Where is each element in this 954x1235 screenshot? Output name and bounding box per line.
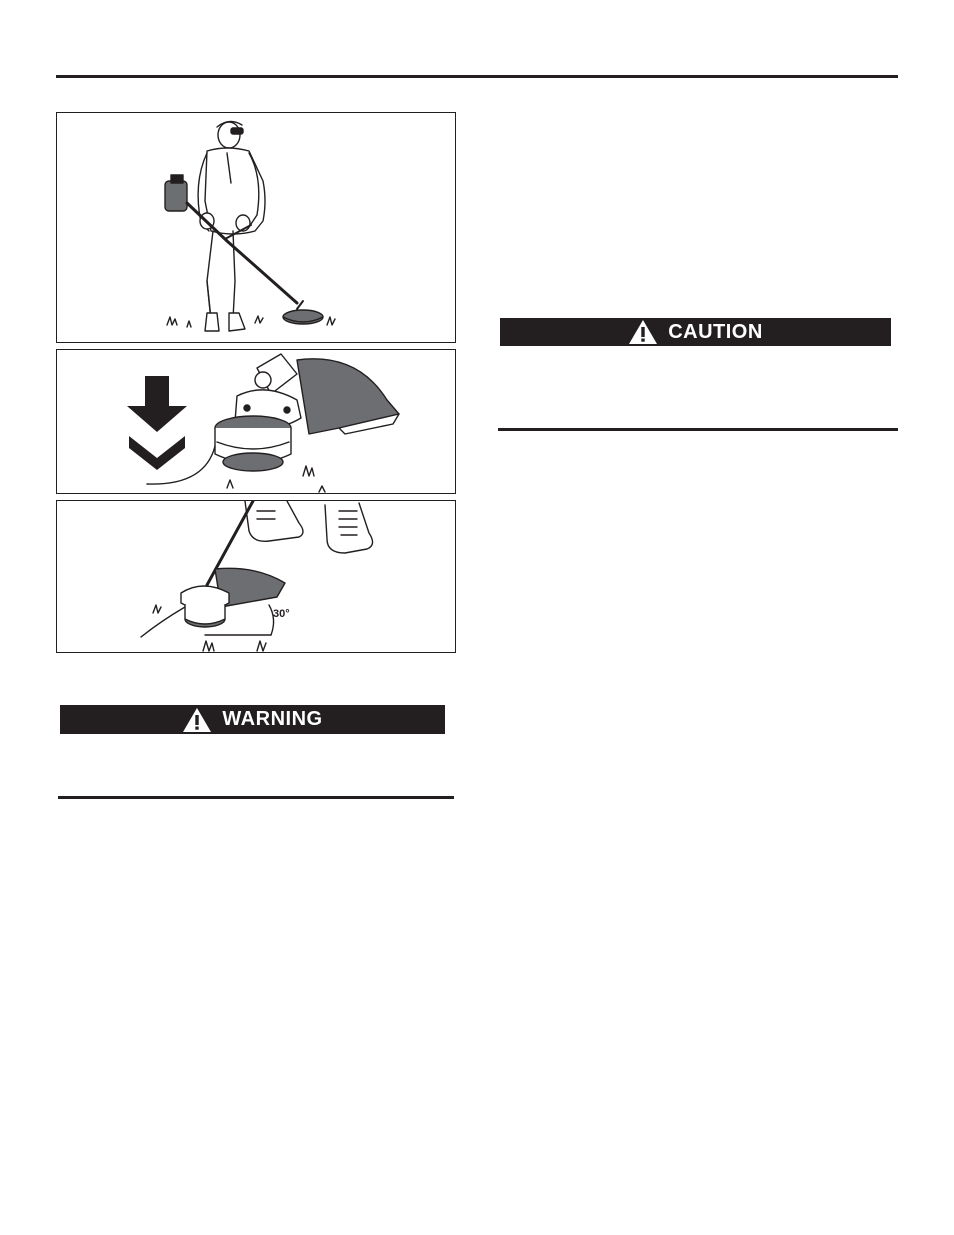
header-rule [56, 75, 898, 78]
trimmer-angle-illustration [57, 501, 455, 652]
figure-trimming-angle [56, 500, 456, 653]
caution-end-rule [498, 428, 898, 431]
caution-label: CAUTION [668, 320, 763, 343]
warning-end-rule [58, 796, 454, 799]
figure-head-down [56, 349, 456, 494]
trimmer-head-down-arrow-illustration [57, 350, 455, 493]
angle-label: 30° [273, 608, 290, 620]
down-arrow-icon [127, 376, 187, 470]
caution-banner [500, 318, 891, 346]
alert-triangle-icon [182, 707, 212, 733]
warning-banner [60, 705, 445, 734]
figure-operator-trimming [56, 112, 456, 343]
operator-trimming-illustration [57, 113, 455, 342]
alert-triangle-icon [628, 319, 658, 345]
warning-label: WARNING [222, 708, 323, 730]
